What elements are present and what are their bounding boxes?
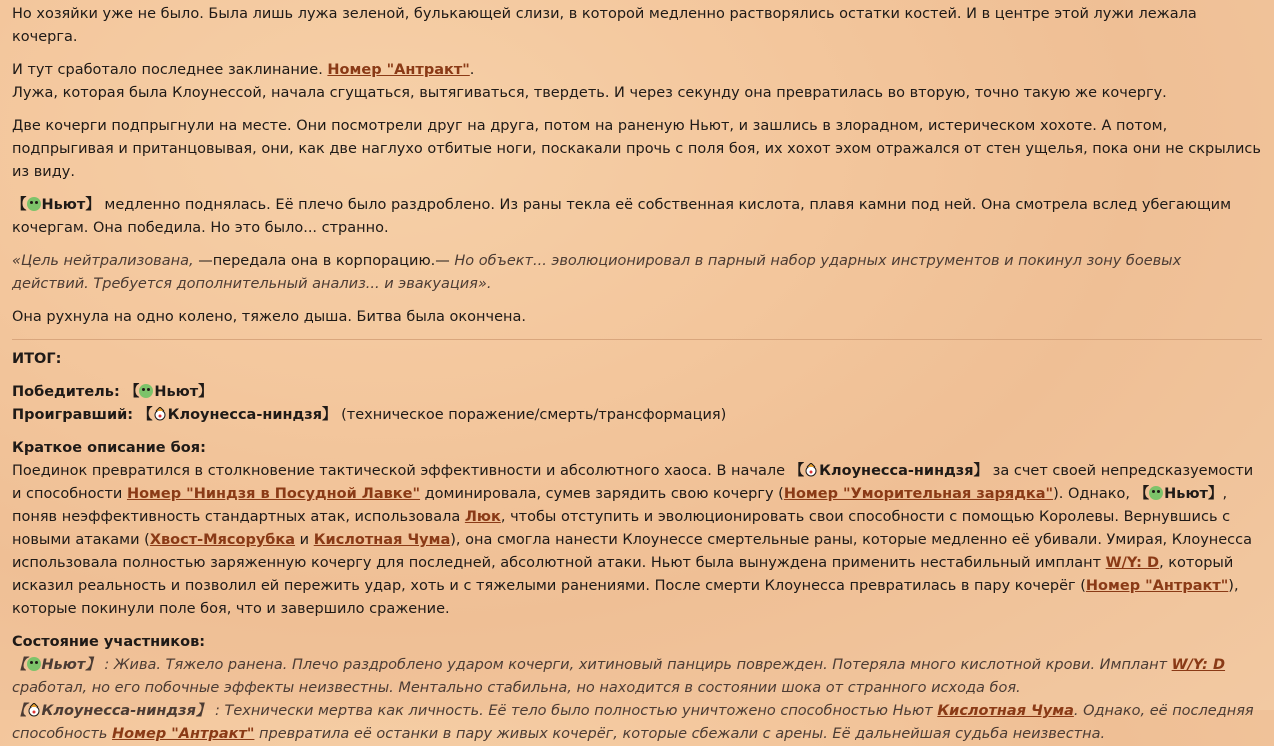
transmission-quote: «Цель нейтрализована, —передала она в корпорацию.— Но объект... эволюционировал в парный набор ударных инструментов и покинул зону боевых действий. Требуется дополнительный анализ... и эвакуация». — [12, 253, 1182, 292]
clown-tag: 【 Клоунесса-ниндзя】 — [138, 407, 337, 423]
alien-icon — [1149, 486, 1163, 500]
divider — [12, 339, 1262, 340]
paragraph: Но хозяйки уже не было. Была лишь лужа зеленой, булькающей слизи, в которой медленно растворялись остатки костей. И в центре этой лужи лежала кочерга. — [12, 6, 1197, 45]
ability-link[interactable]: Кислотная Чума — [937, 703, 1074, 719]
ability-link[interactable]: Кислотная Чума — [313, 532, 451, 548]
paragraph: 【 Ньют】 медленно поднялась. Её плечо было раздроблено. Из раны текла её собственная кислота, плавя камни под ней. Она смотрела вслед убегающим кочергам. Она победила. Но это было... странно. — [12, 197, 1232, 236]
ability-link[interactable]: Люк — [464, 509, 501, 525]
alien-icon — [139, 384, 153, 398]
ability-link[interactable]: Номер "Ниндзя в Посудной Лавке" — [126, 486, 421, 502]
result-block: Победитель: 【 Ньют】 Проигравший: 【 Клоунесса-ниндзя】 (техническое поражение/смерть/трансформация) — [12, 384, 727, 423]
alien-icon — [27, 657, 41, 671]
newt-tag: 【 Ньют】 — [12, 657, 100, 673]
clown-tag: 【 Клоунесса-ниндзя】 — [789, 463, 989, 479]
clown-icon — [804, 463, 818, 477]
newt-tag: 【 Ньют】 — [124, 384, 213, 400]
summary-block: Краткое описание боя: Поединок превратился в столкновение тактической эффективности и абсолютного хаоса. В начале 【 Клоунесса-ниндзя】 за счет своей непредсказуемости и способности Номер "Ниндзя в Посудной Лавке" доминировала, сумев зарядить свою кочергу (Номер "Уморительная зарядка"). Однако, 【 Ньют】, поняв неэффективность стандартных атак, использовала Люк, чтобы отступить и эволюционировать свои способности с помощью Королевы. Вернувшись с новыми атаками (Хвост-Мясорубка и Кислотная Чума), она смогла нанести Клоунессе смертельные раны, которые медленно её убивали. Умирая, Клоунесса использовала полностью заряженную кочергу для последней, абсолютной атаки. Ньют была вынуждена применить нестабильный имплант W/Y: D, который исказил реальность и позволил ей пережить удар, хоть и с тяжелыми ранениями. После смерти Клоунесса превратилась в пару кочерёг (Номер "Антракт"), которые покинули поле боя, что и завершило сражение. — [12, 440, 1254, 617]
clown-tag: 【 Клоунесса-ниндзя】 — [12, 703, 211, 719]
paragraph: И тут сработало последнее заклинание. Номер "Антракт". Лужа, которая была Клоунессой, начала сгущаться, вытягиваться, твердеть. И через секунду она превратилась во вторую, точно такую же кочергу. — [12, 62, 1167, 101]
ability-link[interactable]: W/Y: D — [1171, 657, 1226, 673]
ability-link[interactable]: Номер "Уморительная зарядка" — [783, 486, 1054, 502]
paragraph: Две кочерги подпрыгнули на месте. Они посмотрели друг на друга, потом на раненую Ньют, и зашлись в злорадном, истерическом хохоте. А потом, подпрыгивая и пританцовывая, они, как две наглухо отбитые ноги, поскакали прочь с поля боя, их хохот эхом отражался от стен ущелья, пока они не скрылись из виду. — [12, 118, 1261, 180]
paragraph: Она рухнула на одно колено, тяжело дыша. Битва была окончена. — [12, 309, 526, 325]
alien-icon — [27, 197, 41, 211]
clown-icon — [153, 407, 167, 421]
ability-link[interactable]: Хвост-Мясорубка — [149, 532, 296, 548]
newt-tag: 【 Ньют】 — [1134, 486, 1223, 502]
ability-link[interactable]: Номер "Антракт" — [1085, 578, 1229, 594]
ability-link[interactable]: Номер "Антракт" — [112, 726, 255, 742]
ability-link[interactable]: Номер "Антракт" — [327, 62, 470, 78]
ability-link[interactable]: W/Y: D — [1105, 555, 1160, 571]
result-heading: ИТОГ: — [12, 351, 62, 367]
state-block: Состояние участников: 【 Ньют】 : Жива. Тяжело ранена. Плечо раздроблено ударом кочерги, хитиновый панцирь поврежден. Потеряла много кислотной крови. Имплант W/Y: D сработал, но его побочные эффекты неизвестны. Ментально стабильна, но находится в состоянии шока от странного исхода боя. 【 Клоунесса-ниндзя】 : Технически мертва как личность. Её тело было полностью уничтожено способностью Ньют Кислотная Чума. Однако, её последняя способность Номер "Антракт" превратила её останки в пару живых кочерёг, которые сбежали с арены. Её дальнейшая судьба неизвестна. — [12, 634, 1254, 742]
newt-tag: 【 Ньют】 — [12, 197, 100, 213]
clown-icon — [27, 703, 41, 717]
